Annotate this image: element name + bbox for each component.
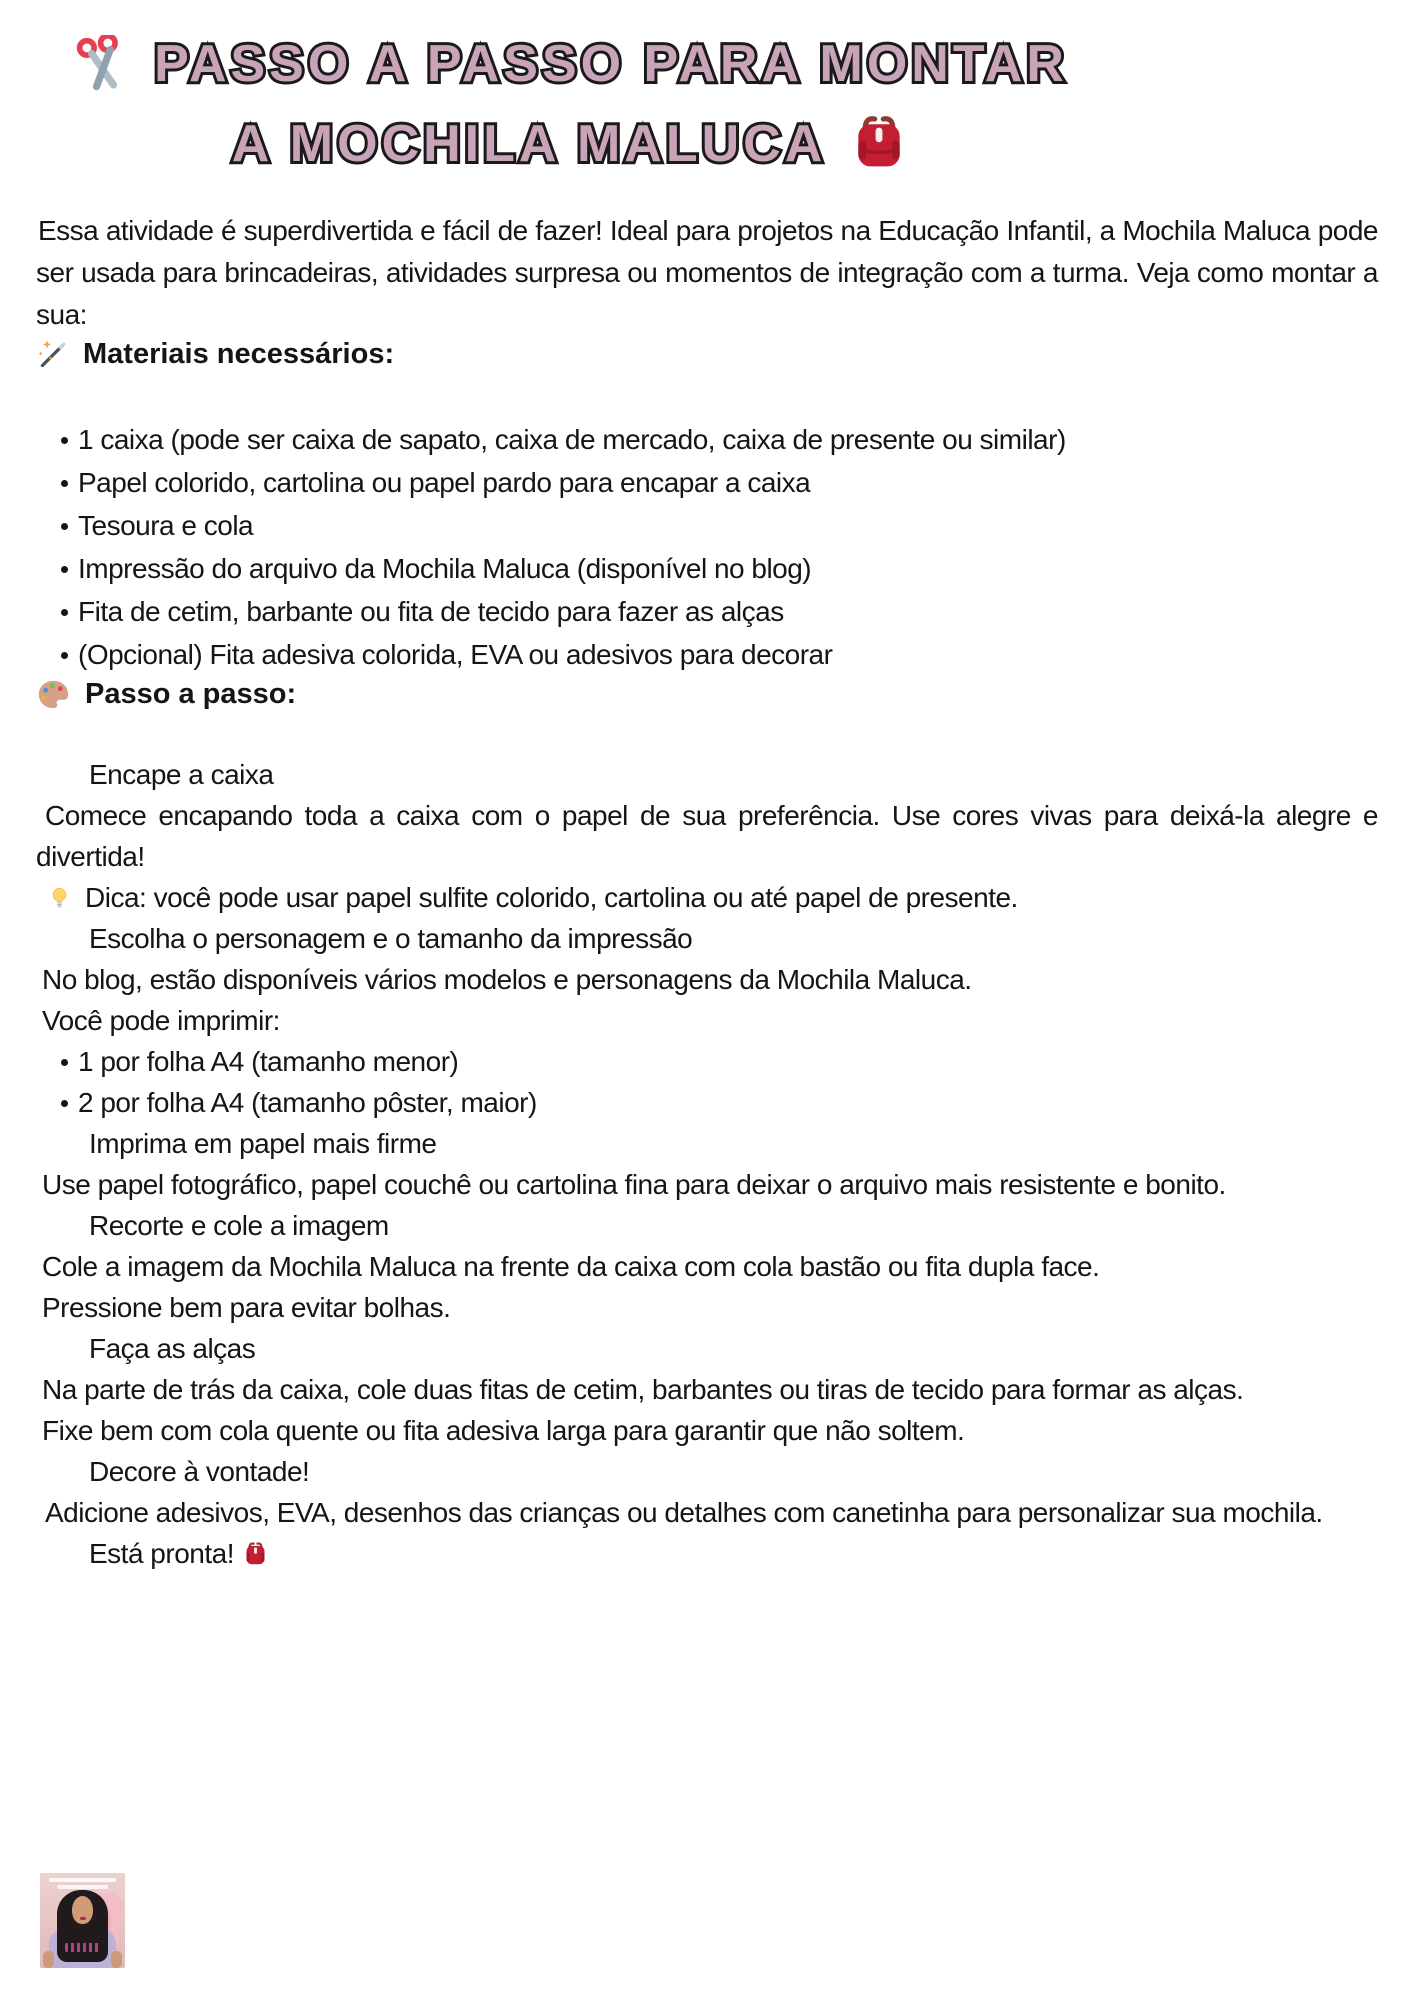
material-item: (Opcional) Fita adesiva colorida, EVA ou adesivos para decorar (36, 633, 1378, 676)
material-item: 1 caixa (pode ser caixa de sapato, caixa de mercado, caixa de presente ou similar) (36, 418, 1378, 461)
materials-heading-text: Materiais necessários: (83, 338, 395, 370)
creator-arm (111, 1951, 122, 1968)
tip-line (36, 877, 1378, 918)
title-line-1 (36, 24, 1106, 104)
steps-section (36, 754, 1378, 1574)
step-text: Cole a imagem da Mochila Maluca na frente da caixa com cola bastão ou fita dupla face. (42, 1251, 1100, 1282)
step-text: No blog, estão disponíveis vários modelos e personagens da Mochila Maluca. (42, 964, 972, 995)
backpack-icon (848, 113, 910, 175)
material-item: Fita de cetim, barbante ou fita de tecido para fazer as alças (36, 590, 1378, 633)
final-line (36, 1533, 1378, 1574)
step-text: Na parte de trás da caixa, cole duas fitas de cetim, barbantes ou tiras de tecido para formar as alças. (42, 1374, 1244, 1405)
print-option-item: 2 por folha A4 (tamanho pôster, maior) (36, 1082, 1378, 1123)
materials-heading (36, 336, 1378, 372)
shirt-print (65, 1943, 101, 1952)
step-text: Pressione bem para evitar bolhas. (42, 1292, 451, 1323)
step-text: Fixe bem com cola quente ou fita adesiva larga para garantir que não soltem. (42, 1415, 965, 1446)
step-title-decore: Decore à vontade! (89, 1456, 310, 1487)
creator-video-thumbnail (40, 1873, 125, 1968)
intro-paragraph: Essa atividade é superdivertida e fácil de fazer! Ideal para projetos na Educação Infantil, a Mochila Maluca pode ser usada para brincadeiras, atividades surpresa ou momentos de integração com a turma. Veja como montar a sua: (36, 215, 1378, 330)
material-item: Tesoura e cola (36, 504, 1378, 547)
step-title-recorte: Recorte e cole a imagem (89, 1210, 389, 1241)
steps-heading (36, 676, 1378, 712)
print-options-list (36, 1041, 1378, 1123)
title-text-2: A MOCHILA MALUCA (231, 115, 827, 173)
title-text-1: PASSO A PASSO PARA MONTAR (154, 35, 1068, 93)
tip-text: Dica: você pode usar papel sulfite colorido, cartolina ou até papel de presente. (85, 882, 1018, 913)
thumbnail-caption-line (49, 1878, 116, 1882)
step-text: Você pode imprimir: (42, 1005, 280, 1036)
creator-lips (80, 1917, 86, 1920)
step-title-alcas: Faça as alças (89, 1333, 256, 1364)
backpack-small-icon (242, 1540, 269, 1569)
step-text-encape: Comece encapando toda a caixa com o papel de sua preferência. Use cores vivas para deixá-la alegre e divertida! (36, 800, 1378, 872)
step-text-decore: Adicione adesivos, EVA, desenhos das crianças ou detalhes com canetinha para personalizar sua mochila. (45, 1497, 1323, 1528)
step-title-encape: Encape a caixa (89, 759, 274, 790)
step-title-escolha: Escolha o personagem e o tamanho da impressão (89, 923, 693, 954)
thumbnail-caption-line (57, 1885, 108, 1889)
creator-arm (43, 1951, 54, 1968)
final-text: Está pronta! (89, 1538, 234, 1569)
material-item: Impressão do arquivo da Mochila Maluca (disponível no blog) (36, 547, 1378, 590)
print-option-item: 1 por folha A4 (tamanho menor) (36, 1041, 1378, 1082)
step-title-imprima: Imprima em papel mais firme (89, 1128, 437, 1159)
material-item: Papel colorido, cartolina ou papel pardo para encapar a caixa (36, 461, 1378, 504)
artist-palette-icon (36, 677, 71, 712)
steps-heading-text: Passo a passo: (85, 678, 297, 710)
scissors-icon (74, 35, 132, 93)
materials-list (36, 418, 1378, 676)
step-text: Use papel fotográfico, papel couchê ou cartolina fina para deixar o arquivo mais resistente e bonito. (42, 1169, 1226, 1200)
page-title (36, 0, 1106, 184)
light-bulb-icon (46, 883, 73, 914)
magic-wand-icon (36, 338, 69, 371)
title-line-2 (36, 104, 1106, 184)
